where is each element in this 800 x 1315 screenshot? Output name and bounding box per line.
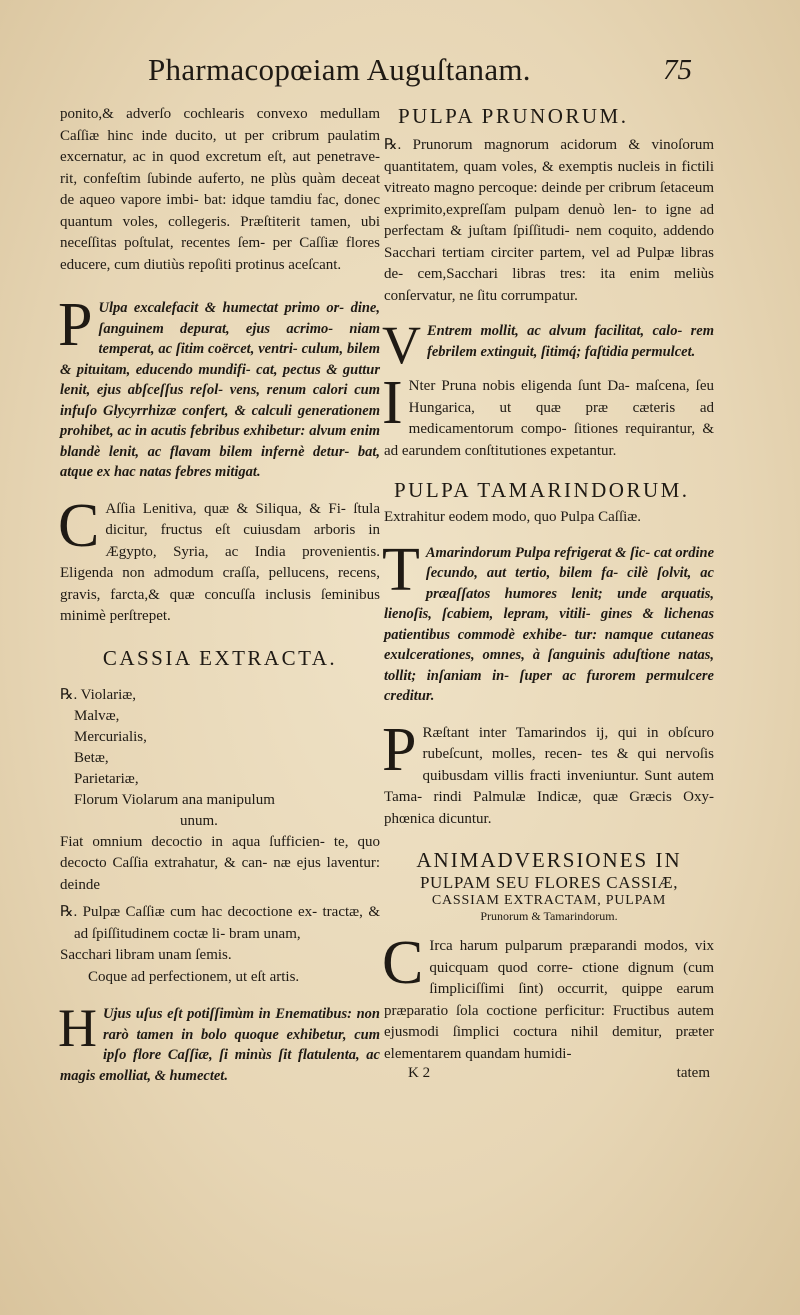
tamarind-virtues-block <box>382 535 714 707</box>
praestant-block <box>382 715 714 831</box>
drop-cap: P <box>58 291 93 359</box>
recipe-line: Malvæ, <box>74 707 120 724</box>
right-column <box>384 104 714 1087</box>
pulpa-virtues-text: Ulpa excalefacit & humectat primo or- dine, ſanguinem depurat, ejus acrimo- niam temperat, ac ſitim coërcet, ventri- culum, bilem & pituitam, educendo mundifi- cat, pectus & guttur lenit, ejus abſceſſus reſol- vens, renum calori cum infuſo Glycyrrhizæ confert, & calculi generationem prohibet, ac in acutis febribus exhibetur: alvum enim blandè lenit, ac flavam bilem infernè detur- bat, atque ex hac natas febres mitigat. <box>60 300 380 480</box>
huius-usus-block <box>58 998 380 1086</box>
coque-line: Coque ad perfectionem, ut eſt artis. <box>88 968 300 985</box>
ventrem-text: Entrem mollit, ac alvum facilitat, calo- rem febrilem extinguit, ſitimq́; faſtidia permulcet. <box>427 323 714 360</box>
animadversiones-heading <box>384 848 714 924</box>
cassia-lenitiva-block <box>58 491 380 628</box>
left-column <box>60 104 380 1086</box>
recipe-line: Florum Violarum ana manipulum <box>74 791 275 808</box>
intro-paragraph: ponito,& adverſo cochlearis convexo medullam Caſſiæ hinc inde ducito, ut per cribrum paulatim excernatur, ac in quod excretum eſt, aut penetrave- rit, confeſtim ſubinde auferto, ne plùs quàm deceat de aqueo vapore imbi- bat: idque tamdiu fac, donec quantum voles, collegeris. Præſtiterit tamen, ubi neceſſitas poſtulat, recentes ſem- per Caſſiæ flores educere, cum diutiùs repoſiti protinus aceſcant. <box>60 106 380 273</box>
heading-line: Prunorum & Tamarindorum. <box>480 909 618 923</box>
cassia-lenitiva-text: Aſſia Lenitiva, quæ & Siliqua, & Fi- ſtula dicitur, fructus eſt cuiusdam arboris in Ægypto, Syria, ac India provenientis. Eligenda non admodum craſſa, pellucens, recens, gravis, farcta,& quæ concuſſa inclusis ſeminibus minimè perſtrepet. <box>60 500 380 624</box>
drop-cap: C <box>382 929 424 997</box>
sacchari-line: Sacchari libram unam ſemis. <box>60 947 232 963</box>
recipe-list <box>60 685 380 832</box>
catchword: tatem <box>676 1065 710 1081</box>
drop-cap: C <box>58 491 100 560</box>
recipe-line: unum. <box>180 812 218 829</box>
inter-pruna-text: Nter Pruna nobis eligenda ſunt Da- maſcena, ſeu Hungarica, ut quæ præ cæteris ad medicamentorum compo- ſitiones requirantur, & ad earundem conſtitutiones expetantur. <box>384 378 714 459</box>
signature-mark: K 2 <box>408 1065 431 1081</box>
prunorum-recipe: ℞. Prunorum magnorum acidorum & vinoſorum quantitatem, quam voles, & exemptis nucleis in fictili vitreato magno percoque: deinde per cribrum ſetaceum exprimito,expreſſam pulpam denuò len- to igne ad perfectam & juſtam ſpiſſitudi- nem coquito, addendo Sacchari tertiam circiter partem, vel ad Pulpæ libras de- cem,Sacchari libras tres: ita enim meliùs conſervatur, ne ſitu corrumpatur. <box>384 137 714 304</box>
ventrem-block <box>382 315 714 375</box>
extrahitur-text: Extrahitur eodem modo, quo Pulpa Caſſiæ. <box>384 509 642 525</box>
signature-line <box>384 1065 714 1087</box>
page-header <box>0 52 800 100</box>
running-title: Pharmacopœiam Auguſtanam. <box>148 52 531 87</box>
drop-cap: T <box>382 535 420 604</box>
praestant-text: Ræſtant inter Tamarindos ij, qui in obſcuro rubeſcunt, molles, recen- tes & qui nervoſis quibusdam villis fracti inveniuntur. Sunt autem Tama- rindi Palmulæ Indicæ, quæ Græcis Oxy- phœnica dicuntur. <box>384 724 714 827</box>
heading-line: PULPAM SEU FLORES CASSIÆ, <box>419 873 679 892</box>
heading-line: CASSIAM EXTRACTAM, PULPAM <box>431 893 667 908</box>
inter-pruna-block <box>382 369 714 462</box>
section-title-cassia-extracta: CASSIA EXTRACTA. <box>102 645 338 670</box>
page-number: 75 <box>663 54 692 86</box>
recipe-line: ℞. Violariæ, <box>60 686 137 703</box>
tamarind-virtues-text: Amarindorum Pulpa refrigerat & ſic- cat ordine ſecundo, aut tertio, bilem fa- cilè ſolvit, ac præaſſatos humores lenit; unde arquatis, lienoſis, ſcabiem, lepram, vitili- gines & lichenas patientibus commodè exhibe- tur: namque cutaneas exulcerationes, omnes, à ſanguinis aduſtione natas, tollit; inſaniam in- ſuper ac furorem permulcere creditur. <box>384 544 714 704</box>
heading-line: ANIMADVERSIONES IN <box>416 848 682 872</box>
drop-cap: P <box>382 715 417 784</box>
drop-cap: H <box>58 998 97 1058</box>
recipe-line: Parietariæ, <box>74 770 139 787</box>
drop-cap: I <box>382 369 403 437</box>
huius-usus-text: Ujus uſus eſt potiſſimùm in Enematibus: non rarò tamen in bolo quoque exhibetur, cum ipſo flore Caſſiæ, ſi minùs ſit flatulenta, ac magis emolliat, & humectet. <box>60 1006 380 1084</box>
section-title-pulpa-tamarindorum: PULPA TAMARINDORUM. <box>394 478 690 502</box>
circa-text: Irca harum pulparum præparandi modos, vix quicquam quod corre- ctione dignum (cum ſimpliciſſimi ſint) occurrit, quippe earum præparatio ſola coctione perficitur: Fructibus autem ejusmodi ſimplici coctura nihil demitur, præter elementarem quandam humidi- <box>384 938 714 1062</box>
circa-block <box>382 929 714 1065</box>
section-title-pulpa-prunorum: PULPA PRUNORUM. <box>398 104 629 128</box>
drop-cap: V <box>382 315 421 375</box>
recipe-pulpae: ℞. Pulpæ Caſſiæ cum hac decoctione ex- tractæ, & ad ſpiſſitudinem coctæ li- bram unam, <box>60 904 380 942</box>
fiat-text: Fiat omnium decoctio in aqua ſufficien- te, quo decocto Caſſia extrahatur, & can- næ ejus laventur: deinde <box>60 833 380 893</box>
recipe-line: Betæ, <box>74 749 109 766</box>
recipe-line: Mercurialis, <box>74 728 147 745</box>
pulpa-virtues-block <box>58 291 380 483</box>
